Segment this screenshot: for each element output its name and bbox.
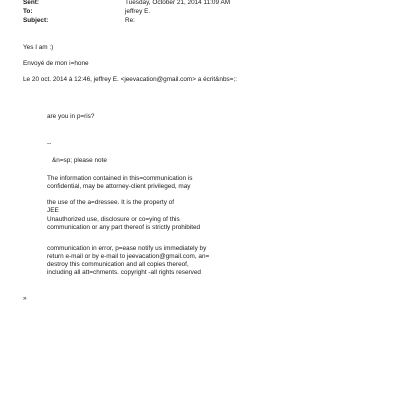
header-row-sent <box>23 0 230 7</box>
quoted-note-line: &n=sp; please note <box>52 157 107 164</box>
disclaimer-line: destroy this communication and all copies thereof, <box>47 261 189 268</box>
subject-label: Subject: <box>23 17 49 24</box>
disclaimer-line: the use of the a=dressee. It is the property of <box>47 199 175 206</box>
disclaimer-line: The information contained in this=communication is <box>47 175 193 182</box>
quoted-question: are you in p=ris? <box>47 113 95 120</box>
disclaimer-line: Unauthorized use, disclosure or co=ying of this <box>47 216 180 223</box>
disclaimer-line: including all att=chments. copyright -all rights reserved <box>47 269 201 276</box>
to-label: To: <box>23 8 33 15</box>
disclaimer-line: JEE <box>47 207 59 214</box>
sent-value: Tuesday, October 21, 2014 11:09 AM <box>125 0 231 6</box>
sent-label: Sent: <box>23 0 39 6</box>
quoted-separator: -- <box>47 140 52 147</box>
header-row-to <box>23 8 150 16</box>
signature-line: Envoyé de mon i=hone <box>23 60 89 67</box>
disclaimer-line: confidential, may be attorney-client privileged, may <box>47 183 191 190</box>
disclaimer-line: return e-mail or by e-mail to jeevacation@gmail.com, an= <box>47 253 210 260</box>
disclaimer-line: communication in error, p=ease notify us immediately by <box>47 245 207 252</box>
trailing-marker: » <box>23 295 27 302</box>
header-row-subject <box>23 17 135 25</box>
attribution-line: Le 20 oct. 2014 à 12:46, jeffrey E. <jeevacation@gmail.com> a écrit&nbs=;: <box>23 76 238 83</box>
disclaimer-line: communication or any part thereof is strictly prohibited <box>47 224 201 231</box>
reply-line: Yes I am :) <box>23 44 54 51</box>
subject-value: Re: <box>125 17 135 24</box>
to-value: jeffrey E. <box>125 8 151 15</box>
